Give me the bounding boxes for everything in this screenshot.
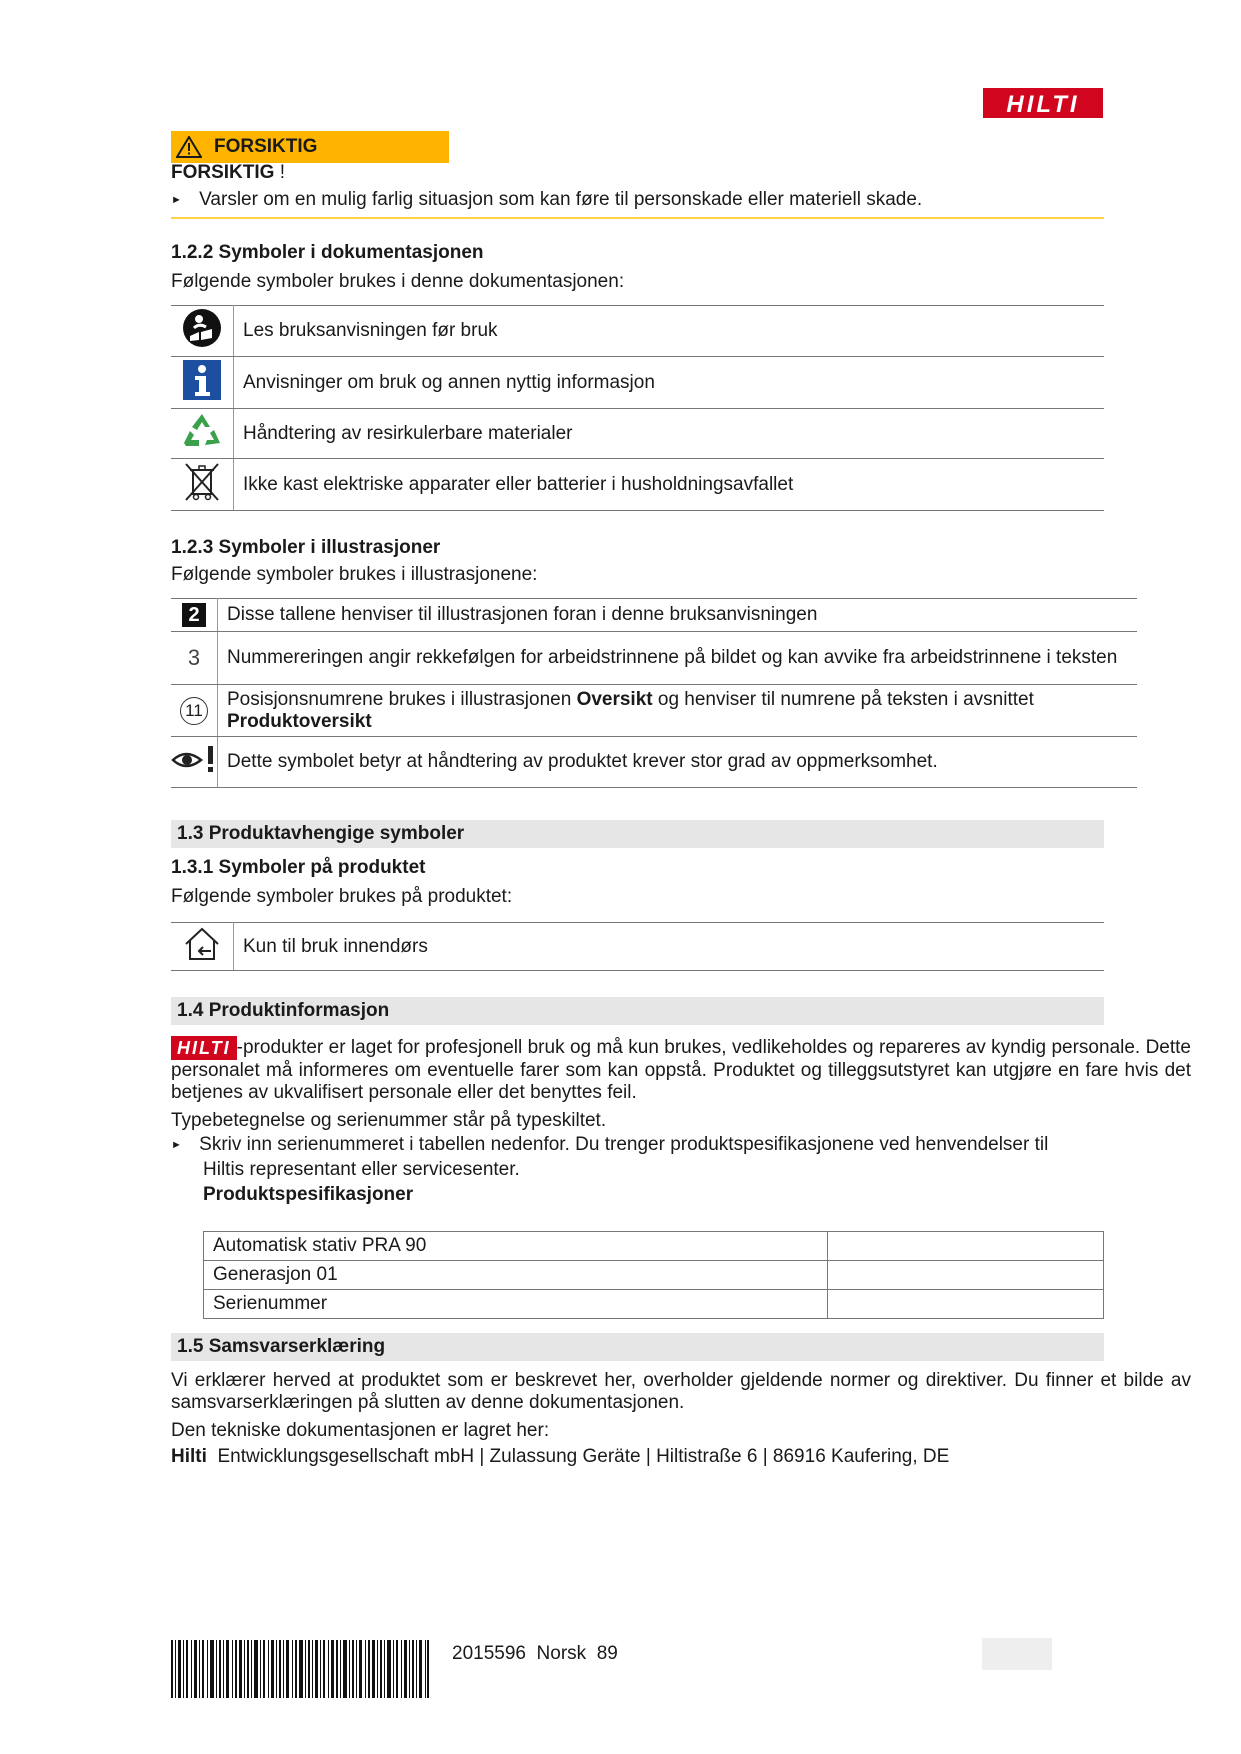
- product-symbols-table: [171, 922, 1104, 971]
- eye-attention-icon: [171, 744, 217, 774]
- spec-label: Generasjon 01: [204, 1261, 828, 1290]
- table-cell: Les bruksanvisningen før bruk: [234, 306, 1105, 357]
- table-row: [171, 632, 1137, 685]
- sequence-number-icon: 3: [187, 645, 201, 670]
- doc-symbols-heading: 1.2.2 Symboler i dokumentasjonen: [171, 242, 484, 263]
- table-row: [171, 409, 1104, 459]
- table-row: [204, 1261, 1104, 1290]
- read-manual-icon: [182, 308, 222, 348]
- doc-symbols-table: [171, 305, 1104, 511]
- warning-triangle-icon: [176, 136, 202, 158]
- table-cell: Nummereringen angir rekkefølgen for arbeidstrinnene på bildet og kan avvike fra arbeidstrinnene i teksten: [218, 632, 1138, 685]
- product-info-type-line: Typebetegnelse og serienummer står på typeskiltet.: [171, 1110, 607, 1131]
- table-row: [171, 923, 1104, 971]
- table-cell: Dette symbolet betyr at håndtering av produktet krever stor grad av oppmerksomhet.: [218, 737, 1138, 788]
- footer-gray-box: [982, 1638, 1052, 1670]
- table-cell: Kun til bruk innendørs: [234, 923, 1105, 971]
- crossed-bin-icon: [182, 460, 222, 504]
- illus-symbols-intro: Følgende symboler brukes i illustrasjonene:: [171, 564, 538, 585]
- position-number-icon: 11: [180, 697, 208, 725]
- conformity-storage-line: Den tekniske dokumentasjonen er lagret her:: [171, 1420, 550, 1441]
- table-cell: Håndtering av resirkulerbare materialer: [234, 409, 1105, 459]
- spec-label: Serienummer: [204, 1290, 828, 1319]
- table-row: [171, 737, 1137, 788]
- product-symbols-intro: Følgende symboler brukes på produktet:: [171, 886, 513, 907]
- section-conformity: 1.5 Samsvarserklæring: [171, 1333, 1104, 1361]
- info-icon: [183, 360, 221, 400]
- spec-label: Automatisk stativ PRA 90: [204, 1232, 828, 1261]
- conformity-address: Hilti Entwicklungsgesellschaft mbH | Zulassung Geräte | Hiltistraße 6 | 86916 Kaufering, DE: [171, 1446, 950, 1467]
- spec-heading: Produktspesifikasjoner: [203, 1184, 414, 1205]
- table-row: [171, 306, 1104, 357]
- section-product-symbols: 1.3 Produktavhengige symboler: [171, 820, 1104, 848]
- table-row: [204, 1232, 1104, 1261]
- hilti-inline-logo: HILTI: [171, 1036, 237, 1060]
- warning-banner: [171, 131, 449, 163]
- spec-table: [203, 1231, 1104, 1319]
- table-cell: Disse tallene henviser til illustrasjonen foran i denne bruksanvisningen: [218, 599, 1138, 632]
- indoor-use-icon: [181, 924, 223, 964]
- table-row: [171, 685, 1137, 737]
- bullet-arrow-icon: ►: [171, 1139, 182, 1151]
- product-info-paragraph: HILTI -produkter er laget for profesjonell bruk og må kun brukes, vedlikeholdes og repareres av kyndig personale. Dette personalet må informeres om eventuelle farer som kan oppstå. Produktet og tilleggsutstyret kan utgjøre en fare hvis det betjenes av ukvalifisert personale eller det benyttes feil.: [171, 1037, 1191, 1103]
- table-row: [204, 1290, 1104, 1319]
- warning-title: FORSIKTIG !: [171, 162, 286, 183]
- table-row: [171, 599, 1137, 632]
- table-row: [171, 459, 1104, 511]
- warning-divider: [171, 217, 1104, 219]
- recycle-icon: [181, 411, 223, 451]
- conformity-paragraph: Vi erklærer herved at produktet som er beskrevet her, overholder gjeldende normer og direktiver. Du finner et bilde av samsvarserklæringen på slutten av denne dokumentasjonen.: [171, 1370, 1191, 1413]
- illus-symbols-heading: 1.2.3 Symboler i illustrasjoner: [171, 537, 441, 558]
- table-cell: Anvisninger om bruk og annen nyttig informasjon: [234, 357, 1105, 409]
- spec-value[interactable]: [828, 1261, 1104, 1290]
- barcode: [171, 1640, 429, 1698]
- warning-banner-label: FORSIKTIG: [214, 136, 318, 157]
- illus-symbols-table: [171, 598, 1137, 788]
- spec-value[interactable]: [828, 1232, 1104, 1261]
- step-number-icon: 2: [182, 603, 206, 627]
- product-info-bullet: ► Skriv inn serienummeret i tabellen nedenfor. Du trenger produktspesifikasjonene ved henvendelser til: [171, 1134, 1049, 1155]
- table-row: [171, 357, 1104, 409]
- product-symbols-heading: 1.3.1 Symboler på produktet: [171, 857, 426, 878]
- doc-symbols-intro: Følgende symboler brukes i denne dokumentasjonen:: [171, 271, 625, 292]
- bullet-arrow-icon: ►: [171, 194, 182, 206]
- table-cell: Ikke kast elektriske apparater eller batterier i husholdningsavfallet: [234, 459, 1105, 511]
- table-cell: Posisjonsnumrene brukes i illustrasjonen Oversikt og henviser til numrene på teksten i avsnittet Produktoversikt: [218, 685, 1138, 737]
- section-product-info: 1.4 Produktinformasjon: [171, 997, 1104, 1025]
- spec-value[interactable]: [828, 1290, 1104, 1319]
- product-info-bullet-cont: Hiltis representant eller servicesenter.: [203, 1159, 520, 1180]
- warning-bullet: ► Varsler om en mulig farlig situasjon som kan føre til personskade eller materiell skade.: [171, 189, 923, 210]
- hilti-logo: HILTI: [983, 88, 1103, 118]
- page-footer: 2015596 Norsk 89: [452, 1643, 618, 1664]
